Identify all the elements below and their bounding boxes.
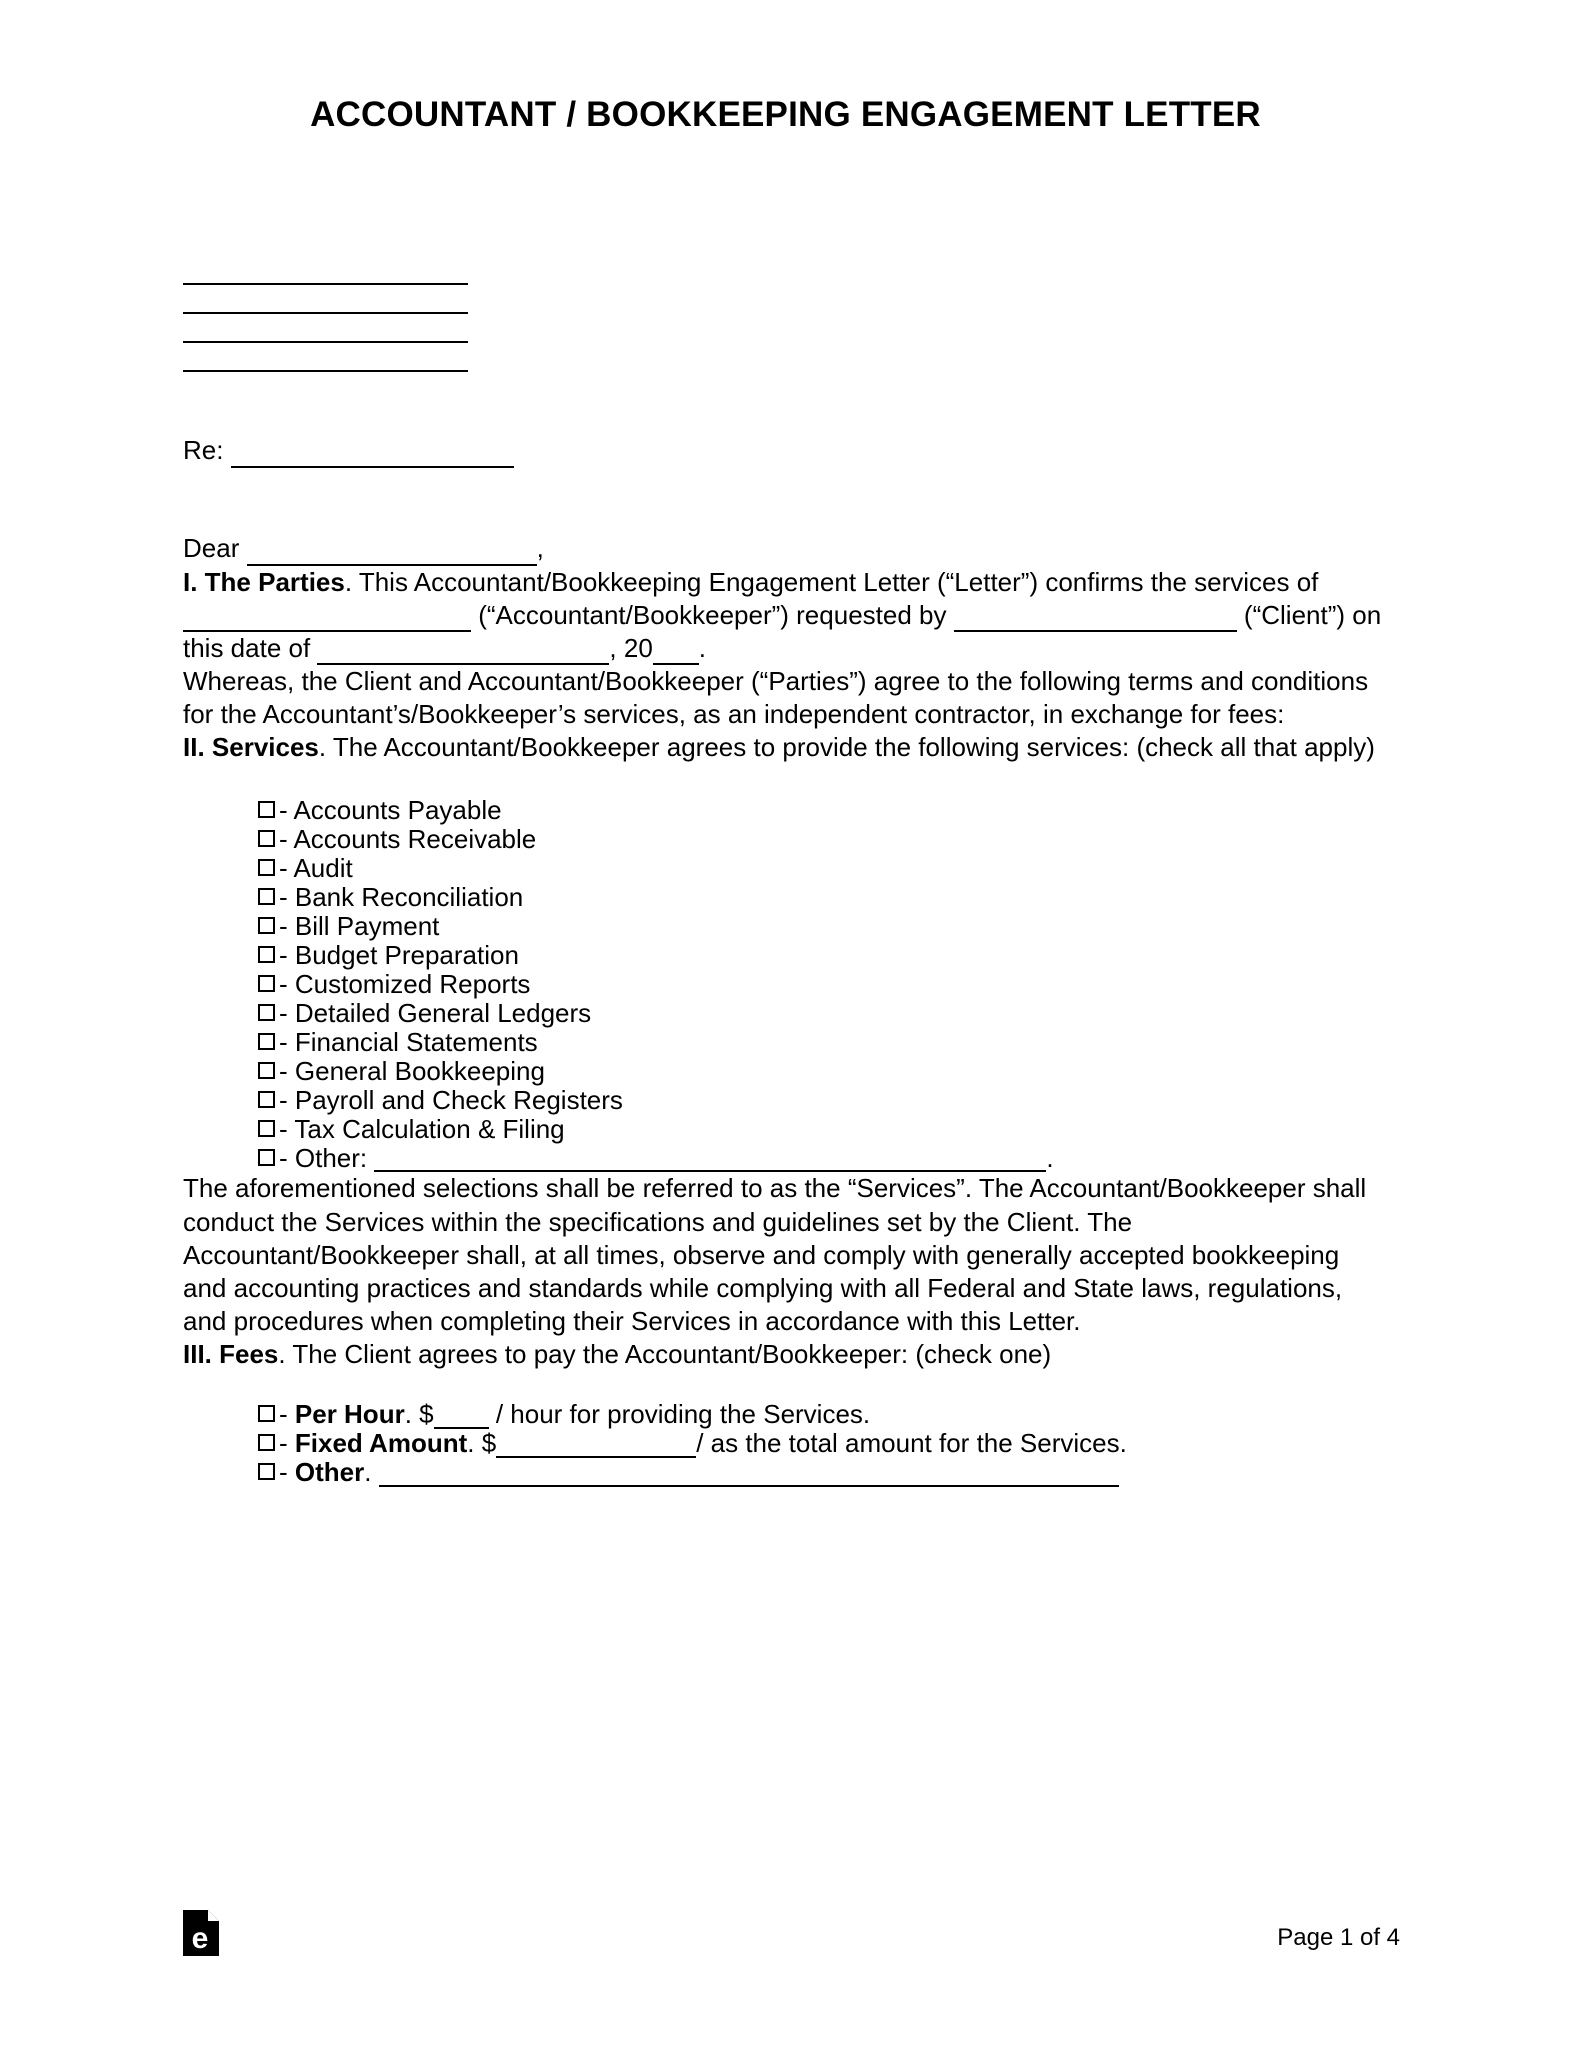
checkbox-icon[interactable] bbox=[258, 1091, 275, 1108]
service-label: - Bank Reconciliation bbox=[279, 881, 524, 912]
checkbox-icon[interactable] bbox=[258, 917, 275, 934]
fee-mid: . $ bbox=[404, 1398, 434, 1429]
fee-suffix: / as the total amount for the Services. bbox=[696, 1427, 1127, 1458]
fee-suffix: / hour for providing the Services. bbox=[488, 1398, 871, 1429]
checkbox-icon[interactable] bbox=[258, 1033, 275, 1050]
checkbox-icon[interactable] bbox=[258, 946, 275, 963]
checkbox-icon[interactable] bbox=[258, 888, 275, 905]
section-parties bbox=[183, 566, 1388, 665]
list-item[interactable] bbox=[258, 1057, 1388, 1086]
service-label: - General Bookkeeping bbox=[279, 1055, 545, 1086]
section-fees-heading: III. Fees bbox=[183, 1338, 279, 1369]
fee-prefix: - bbox=[279, 1427, 295, 1458]
checkbox-icon[interactable] bbox=[258, 1004, 275, 1021]
checkbox-icon[interactable] bbox=[258, 1120, 275, 1137]
service-other-suffix: . bbox=[1046, 1142, 1054, 1173]
svg-text:e: e bbox=[191, 1922, 209, 1955]
client-name-blank[interactable] bbox=[954, 603, 1237, 632]
fee-prefix: - bbox=[279, 1456, 295, 1487]
year-blank[interactable] bbox=[653, 636, 699, 665]
section-whereas: Whereas, the Client and Accountant/Bookkeeper (“Parties”) agree to the following terms and conditions for the Accountant’s/Bookkeeper’s services, as an independent contractor, in exchange for fees: bbox=[183, 665, 1369, 729]
page-title: ACCOUNTANT / BOOKKEEPING ENGAGEMENT LETTER bbox=[310, 95, 1261, 134]
service-label: - Bill Payment bbox=[279, 910, 440, 941]
fee-label: Other bbox=[294, 1456, 365, 1487]
fee-option-fixed-amount[interactable] bbox=[258, 1429, 1388, 1458]
list-item[interactable] bbox=[258, 796, 1388, 825]
checkbox-icon[interactable] bbox=[258, 801, 275, 818]
list-item[interactable] bbox=[258, 1115, 1388, 1144]
list-item[interactable] bbox=[258, 825, 1388, 854]
checkbox-icon[interactable] bbox=[258, 975, 275, 992]
service-label: - Accounts Payable bbox=[279, 794, 502, 825]
address-line-2[interactable] bbox=[183, 285, 468, 314]
list-item[interactable] bbox=[258, 999, 1388, 1028]
dear-input-blank[interactable] bbox=[247, 537, 537, 566]
section-fees bbox=[183, 1338, 1388, 1371]
checkbox-icon[interactable] bbox=[258, 1062, 275, 1079]
fee-prefix: - bbox=[279, 1398, 295, 1429]
date-blank[interactable] bbox=[317, 636, 609, 665]
list-item[interactable] bbox=[258, 883, 1388, 912]
checkbox-icon[interactable] bbox=[258, 1463, 275, 1480]
section-parties-text-1: . This Accountant/Bookkeeping Engagement Letter (“Letter”) confirms the services of bbox=[344, 566, 1319, 597]
section-fees-text: . The Client agrees to pay the Accountant/Bookkeeper: (check one) bbox=[278, 1338, 1052, 1369]
section-aforementioned: The aforementioned selections shall be referred to as the “Services”. The Accountant/Bookkeeper shall conduct the Services within the specifications and guidelines set by the Client. The Accountant/Bookkeeper shall, at all times, observe and comply with generally accepted bookkeeping and accounting practices and standards while complying with all Federal and State laws, regulations, and procedures when completing their Services in accordance with this Letter. bbox=[183, 1173, 1367, 1336]
list-item[interactable] bbox=[258, 912, 1388, 941]
fee-mid: . bbox=[364, 1456, 379, 1487]
service-label: - Audit bbox=[279, 852, 353, 883]
section-parties-text-4: , 20 bbox=[609, 632, 653, 663]
re-line bbox=[183, 434, 1388, 468]
fee-option-other[interactable] bbox=[258, 1458, 1388, 1487]
service-label: - Financial Statements bbox=[279, 1026, 538, 1057]
service-label: - Budget Preparation bbox=[279, 939, 519, 970]
list-item-other[interactable] bbox=[258, 1144, 1388, 1173]
page-number: Page 1 of 4 bbox=[1277, 1924, 1400, 1951]
eforms-logo-icon bbox=[183, 1910, 219, 1956]
service-other-label: - Other: bbox=[279, 1142, 375, 1173]
section-parties-text-5: . bbox=[698, 632, 707, 663]
services-checkbox-list bbox=[258, 796, 1388, 1173]
fixed-amount-blank[interactable] bbox=[496, 1429, 696, 1458]
checkbox-icon[interactable] bbox=[258, 1149, 275, 1166]
list-item[interactable] bbox=[258, 854, 1388, 883]
fee-other-blank[interactable] bbox=[379, 1458, 1119, 1487]
re-input-blank[interactable] bbox=[231, 439, 514, 468]
recipient-address-block bbox=[183, 256, 1388, 372]
fees-checkbox-list bbox=[258, 1400, 1388, 1487]
checkbox-icon[interactable] bbox=[258, 1405, 275, 1422]
list-item[interactable] bbox=[258, 1086, 1388, 1115]
list-item[interactable] bbox=[258, 941, 1388, 970]
checkbox-icon[interactable] bbox=[258, 1434, 275, 1451]
section-parties-text-2: (“Accountant/Bookkeeper”) requested by bbox=[471, 599, 954, 630]
address-line-4[interactable] bbox=[183, 343, 468, 372]
list-item[interactable] bbox=[258, 970, 1388, 999]
dear-suffix: , bbox=[536, 532, 544, 563]
address-line-3[interactable] bbox=[183, 314, 468, 343]
fee-mid: . $ bbox=[467, 1427, 497, 1458]
fee-option-per-hour[interactable] bbox=[258, 1400, 1388, 1429]
fee-label: Fixed Amount bbox=[294, 1427, 468, 1458]
accountant-name-blank[interactable] bbox=[183, 603, 471, 632]
service-label: - Payroll and Check Registers bbox=[279, 1084, 623, 1115]
section-services bbox=[183, 731, 1388, 764]
dear-line bbox=[183, 532, 1388, 566]
checkbox-icon[interactable] bbox=[258, 859, 275, 876]
re-label: Re: bbox=[183, 435, 231, 465]
fee-label: Per Hour bbox=[294, 1398, 405, 1429]
service-label: - Customized Reports bbox=[279, 968, 531, 999]
page-footer bbox=[183, 1910, 1400, 1970]
service-other-blank[interactable] bbox=[374, 1144, 1046, 1173]
service-label: - Accounts Receivable bbox=[279, 823, 537, 854]
document-body bbox=[183, 0, 1388, 1487]
section-services-heading: II. Services bbox=[183, 731, 319, 762]
dear-label: Dear bbox=[183, 532, 247, 563]
list-item[interactable] bbox=[258, 1028, 1388, 1057]
address-line-1[interactable] bbox=[183, 256, 468, 285]
checkbox-icon[interactable] bbox=[258, 830, 275, 847]
service-label: - Tax Calculation & Filing bbox=[279, 1113, 565, 1144]
per-hour-rate-blank[interactable] bbox=[434, 1400, 489, 1429]
service-label: - Detailed General Ledgers bbox=[279, 997, 592, 1028]
section-parties-text-3: (“Client”) on this date of bbox=[183, 599, 1382, 663]
section-services-text: . The Accountant/Bookkeeper agrees to provide the following services: (check all that apply) bbox=[318, 731, 1375, 762]
section-parties-heading: I. The Parties bbox=[183, 566, 345, 597]
